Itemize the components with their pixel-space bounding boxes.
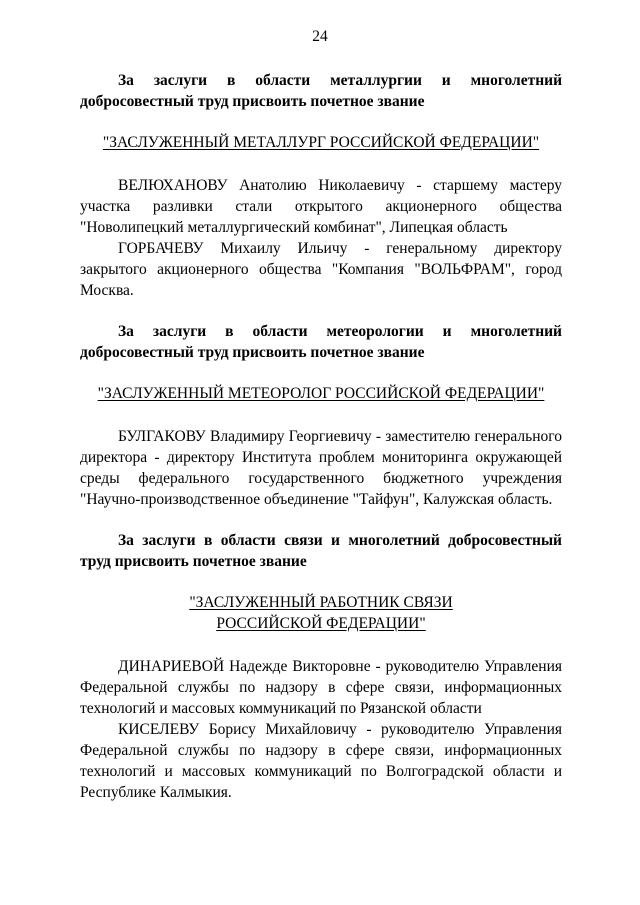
award-title-line: "ЗАСЛУЖЕННЫЙ МЕТАЛЛУРГ РОССИЙСКОЙ ФЕДЕРАЦИИ" — [102, 134, 540, 151]
award-intro-meteorology: За заслуги в области метеорологии и многолетний добросовестный труд присвоить почетное звание — [80, 323, 562, 361]
award-title-meteorology — [80, 383, 562, 404]
award-intro-communications: За заслуги в области связи и многолетний добросовестный труд присвоить почетное звание — [80, 532, 562, 570]
award-title-line: "ЗАСЛУЖЕННЫЙ РАБОТНИК СВЯЗИ — [189, 594, 453, 611]
award-title-line: РОССИЙСКОЙ ФЕДЕРАЦИИ" — [216, 615, 426, 632]
page-number: 24 — [312, 28, 328, 45]
award-title-line: "ЗАСЛУЖЕННЫЙ МЕТЕОРОЛОГ РОССИЙСКОЙ ФЕДЕРАЦИИ" — [97, 385, 545, 402]
document-body — [80, 70, 562, 803]
award-title-communications — [80, 592, 562, 634]
recipient-paragraph: БУЛГАКОВУ Владимиру Георгиевичу - заместителю генерального директора - директору Института проблем мониторинга окружающей среды федерального государственного бюджетного учреждения "Научно-производственное объединение "Тайфун", Калужская область. — [80, 428, 562, 508]
award-title-metallurgy — [80, 132, 562, 153]
recipient-paragraph: ГОРБАЧЕВУ Михаилу Ильичу - генеральному директору закрытого акционерного общества "Компания "ВОЛЬФРАМ", город Москва. — [80, 240, 562, 299]
award-intro-metallurgy: За заслуги в области металлургии и многолетний добросовестный труд присвоить почетное звание — [80, 72, 562, 110]
recipient-paragraph: ДИНАРИЕВОЙ Надежде Викторовне - руководителю Управления Федеральной службы по надзору в сфере связи, информационных технологий и массовых коммуникаций по Рязанской области — [80, 658, 562, 717]
recipient-paragraph: ВЕЛЮХАНОВУ Анатолию Николаевичу - старшему мастеру участка разливки стали открытого акционерного общества "Новолипецкий металлургический комбинат", Липецкая область — [80, 177, 562, 236]
recipient-paragraph: КИСЕЛЕВУ Борису Михайловичу - руководителю Управления Федеральной службы по надзору в сфере связи, информационных технологий и массовых коммуникаций по Волгоградской области и Республике Калмыкия. — [80, 721, 562, 801]
